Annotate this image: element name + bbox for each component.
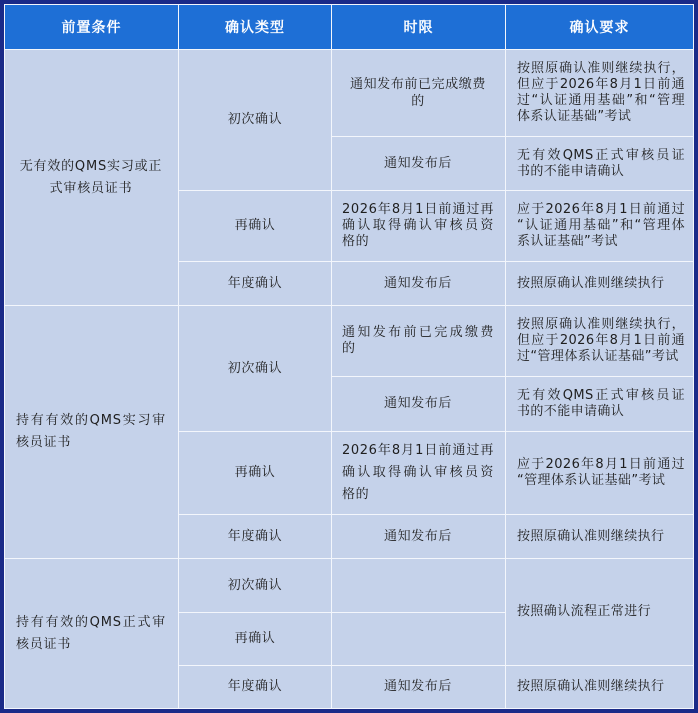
requirement-line: 过“管理体系认证基础”考试 — [517, 349, 679, 364]
deadline-cell — [332, 666, 505, 708]
requirement-cell — [506, 515, 693, 558]
confirmation-type-cell: 再确认 — [179, 613, 331, 665]
requirement-line: 应于2026年8月1日前通过 — [517, 202, 685, 217]
prerequisite-line: 无有效的QMS实习或正 — [19, 158, 163, 174]
requirement-cell — [506, 306, 693, 376]
confirmation-type-cell: 初次确认 — [179, 306, 331, 431]
prerequisite-cell — [5, 306, 178, 558]
confirmation-type-cell: 再确认 — [179, 432, 331, 514]
deadline-line: 确认取得确认审核员资 — [342, 218, 494, 233]
deadline-cell-empty — [332, 559, 505, 612]
deadline-line: 通知发布后 — [383, 396, 452, 411]
deadline-cell — [332, 432, 505, 514]
deadline-cell-empty — [332, 613, 505, 665]
confirmation-type-cell: 年度确认 — [179, 262, 331, 305]
requirement-line: 无有效QMS正式审核员证 — [517, 147, 685, 163]
prerequisite-line: 持有有效的QMS正式审 — [16, 614, 166, 630]
confirmation-type-cell: 年度确认 — [179, 666, 331, 708]
header-cell-prerequisite: 前置条件 — [5, 5, 178, 49]
confirmation-type-cell: 初次确认 — [179, 559, 331, 612]
requirement-line: “管理体系认证基础”考试 — [517, 473, 666, 488]
prerequisite-line: 核员证书 — [16, 636, 72, 652]
requirement-cell — [506, 666, 693, 708]
header-cell-deadline: 时限 — [332, 5, 505, 49]
certification-requirements-table — [4, 4, 694, 709]
prerequisite-cell — [5, 559, 178, 708]
deadline-line: 2026年8月1日前通过再 — [342, 443, 494, 458]
deadline-line: 2026年8月1日前通过再 — [342, 202, 494, 217]
deadline-line: 的 — [342, 341, 356, 356]
deadline-line: 的 — [411, 94, 425, 109]
requirement-line: 无有效QMS正式审核员证 — [517, 388, 685, 403]
requirement-cell — [506, 377, 693, 431]
requirement-cell — [506, 559, 693, 665]
confirmation-type-cell: 年度确认 — [179, 515, 331, 558]
requirement-line: 按照原确认准则继续执行 — [517, 679, 665, 694]
requirement-line: 但应于2026年8月1日前通 — [517, 77, 685, 92]
requirement-cell — [506, 191, 693, 261]
requirement-line: “认证通用基础”和“管理体 — [517, 218, 685, 233]
requirement-line: 过“认证通用基础”和“管理 — [517, 93, 685, 108]
deadline-line: 通知发布后 — [383, 275, 452, 291]
requirement-line: 但应于2026年8月1日前通 — [517, 333, 685, 348]
deadline-line: 格的 — [342, 234, 370, 249]
deadline-line: 确认取得确认审核员资 — [342, 465, 494, 480]
confirmation-type-cell: 再确认 — [179, 191, 331, 261]
deadline-cell — [332, 191, 505, 261]
header-cell-confirmation-type: 确认类型 — [179, 5, 331, 49]
requirement-line: 按照确认流程正常进行 — [517, 604, 652, 619]
deadline-cell — [332, 262, 505, 305]
requirement-line: 书的不能申请确认 — [517, 163, 625, 179]
requirement-line: 体系认证基础”考试 — [517, 109, 632, 124]
deadline-line: 通知发布后 — [383, 528, 452, 544]
deadline-cell — [332, 50, 505, 136]
requirement-line: 按照原确认准则继续执行 — [517, 528, 665, 544]
deadline-cell — [332, 306, 505, 376]
requirement-line: 系认证基础”考试 — [517, 234, 618, 249]
deadline-line: 格的 — [342, 487, 370, 502]
deadline-cell — [332, 515, 505, 558]
deadline-cell — [332, 377, 505, 431]
requirement-cell — [506, 137, 693, 190]
requirement-line: 书的不能申请确认 — [517, 404, 625, 419]
deadline-line: 通知发布前已完成缴费 — [342, 325, 494, 340]
prerequisite-line: 持有有效的QMS实习审 — [16, 413, 166, 428]
requirement-line: 按照原确认准则继续执行， — [517, 317, 685, 332]
header-cell-requirement: 确认要求 — [506, 5, 693, 49]
requirement-line: 应于2026年8月1日前通过 — [517, 457, 685, 472]
requirement-line: 按照原确认准则继续执行 — [517, 275, 665, 291]
requirement-cell — [506, 50, 693, 136]
deadline-cell — [332, 137, 505, 190]
prerequisite-line: 核员证书 — [16, 435, 72, 450]
prerequisite-line: 式审核员证书 — [49, 180, 133, 196]
deadline-line: 通知发布后 — [383, 679, 452, 694]
requirement-cell — [506, 432, 693, 514]
deadline-line: 通知发布后 — [383, 155, 452, 171]
confirmation-type-cell: 初次确认 — [179, 50, 331, 190]
requirement-line: 按照原确认准则继续执行， — [517, 61, 685, 76]
prerequisite-cell — [5, 50, 178, 305]
deadline-line: 通知发布前已完成缴费 — [349, 77, 486, 92]
requirement-cell — [506, 262, 693, 305]
